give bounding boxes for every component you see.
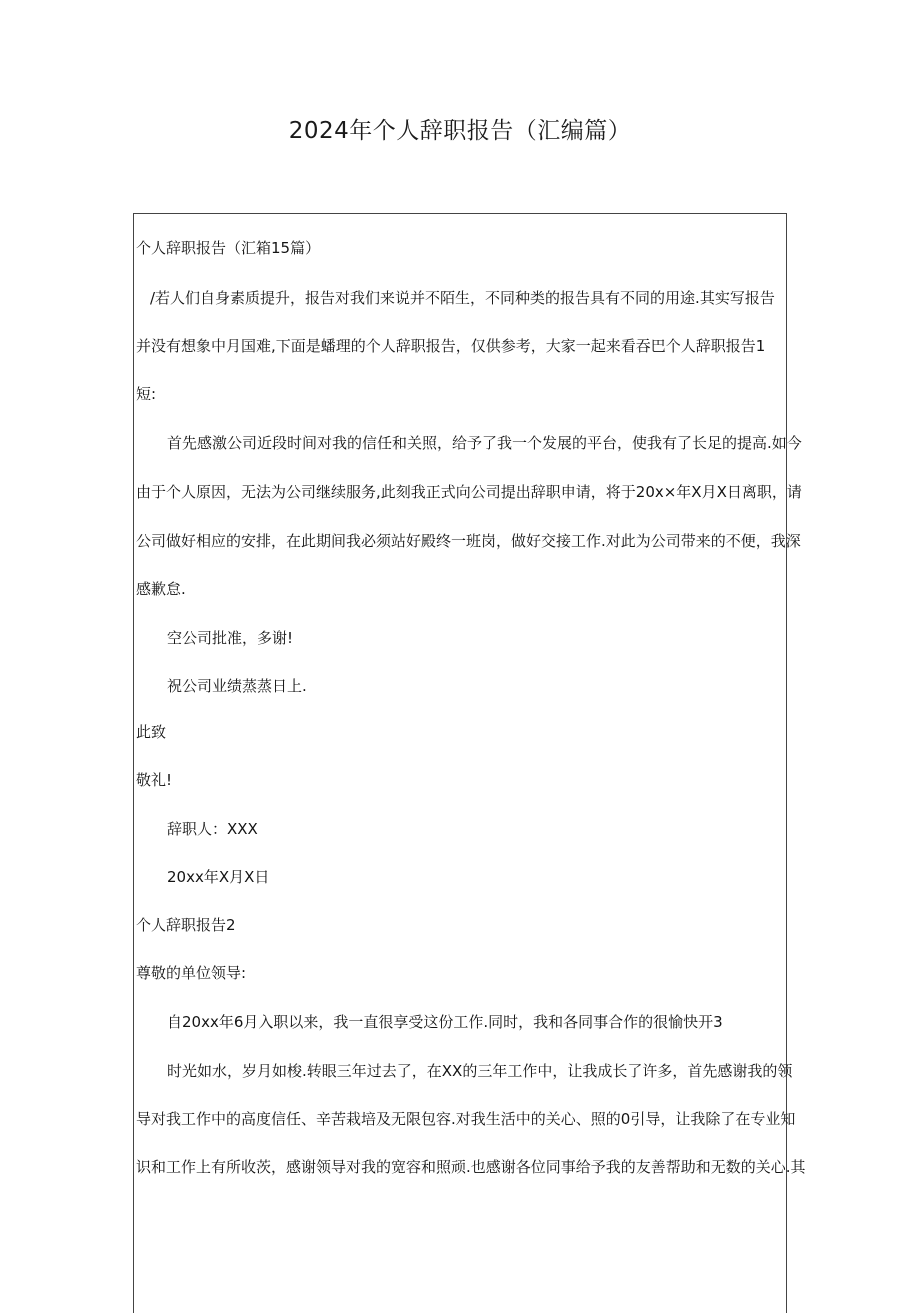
date-line: 20xx年X月X日 xyxy=(167,868,270,886)
paragraph-line: 由于个人原因，无法为公司继续服务,此刻我正式向公司提出辞职申请，将于20x×年X月X日离职，请 xyxy=(136,483,802,501)
content-frame xyxy=(133,213,787,1313)
paragraph-line: 自20xx年6月入职以来，我一直很享受这份工作.同时，我和各同事合作的很愉快开3 xyxy=(167,1013,723,1031)
paragraph-line: 导对我工作中的高度信任、辛苦栽培及无限包容.对我生活中的关心、照的0引导，让我除了在专业知 xyxy=(136,1110,796,1128)
section-heading: 个人辞职报告（汇箱15篇） xyxy=(136,239,321,257)
closing-line: 敬礼! xyxy=(136,771,173,789)
paragraph-line: 感歉怠. xyxy=(136,580,186,598)
paragraph-line: 识和工作上有所收茨，感谢领导对我的宽容和照顽.也感谢各位同事给予我的友善帮助和无数的关心.其 xyxy=(136,1158,806,1176)
paragraph-line: 并没有想象中月国难,下面是蟠理的个人辞职报告，仅供参考，大家一起来看吞巴个人辞职报告1 xyxy=(136,337,766,355)
salutation-line: 尊敬的单位领导: xyxy=(136,964,247,982)
closing-line: 此致 xyxy=(136,723,167,741)
paragraph-line: 短: xyxy=(136,385,157,403)
paragraph-line: 时光如水，岁月如梭.转眼三年过去了，在XX的三年工作中，让我成长了许多，首先感谢我的领 xyxy=(167,1062,793,1080)
paragraph-line: /若人们自身素质提升，报告对我们来说并不陌生，不同种类的报告具有不同的用途.其实写报告 xyxy=(150,289,775,307)
signature-line: 辞职人：XXX xyxy=(167,820,258,838)
section-heading: 个人辞职报告2 xyxy=(136,916,236,934)
paragraph-line: 公司做好相应的安排，在此期间我必须站好殿终一班岗，做好交接工作.对此为公司带来的不便，我深 xyxy=(136,532,801,550)
paragraph-line: 祝公司业绩蒸蒸日上. xyxy=(167,677,307,695)
paragraph-line: 首先感激公司近段时间对我的信任和关照，给予了我一个发展的平台，使我有了长足的提高.如今 xyxy=(167,434,802,452)
paragraph-line: 空公司批准，多谢! xyxy=(167,629,294,647)
document-title: 2024年个人辞职报告（汇编篇） xyxy=(288,118,632,144)
